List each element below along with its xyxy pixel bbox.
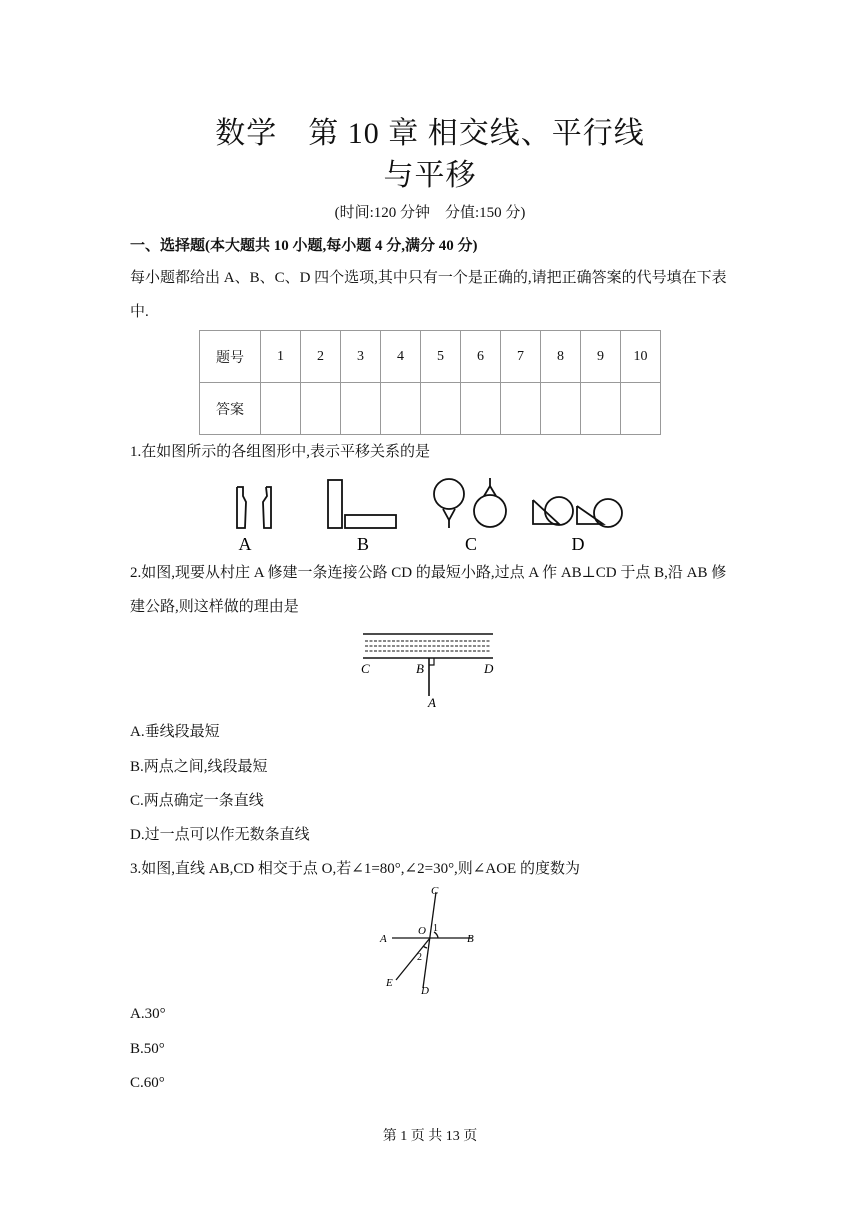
q1-label-d: D xyxy=(571,534,585,554)
q1-shape-b-vertical xyxy=(328,480,342,528)
table-cell: 7 xyxy=(501,331,541,383)
q3-option-a[interactable]: A.30° xyxy=(130,1006,166,1022)
q3-label-angle-1: 1 xyxy=(433,923,438,934)
page-title: 数学 第 10 章 相交线、平行线 xyxy=(215,117,645,150)
q3-option-c[interactable]: C.60° xyxy=(130,1075,165,1091)
table-cell: 2 xyxy=(301,331,341,383)
q2-figure xyxy=(355,627,505,713)
table-cell: 9 xyxy=(581,331,621,383)
answer-cell[interactable] xyxy=(581,383,621,435)
exam-meta: (时间:120 分钟 分值:150 分) xyxy=(334,205,526,221)
q3-label-a: A xyxy=(380,933,387,945)
q1-label-c: C xyxy=(464,534,478,554)
question-3-text: 3.如图,直线 AB,CD 相交于点 O,若∠1=80°,∠2=30°,则∠AOE 的度数为 xyxy=(130,861,580,877)
question-1-text: 1.在如图所示的各组图形中,表示平移关系的是 xyxy=(130,444,431,460)
section-intro-line2: 中. xyxy=(130,304,149,320)
q2-option-d[interactable]: D.过一点可以作无数条直线 xyxy=(130,827,310,843)
q1-label-a: A xyxy=(238,534,252,554)
answer-cell[interactable] xyxy=(461,383,501,435)
question-2-text-line2: 建公路,则这样做的理由是 xyxy=(130,599,299,615)
table-row xyxy=(200,331,661,383)
q2-label-c: C xyxy=(361,661,370,676)
answer-cell[interactable] xyxy=(301,383,341,435)
answer-cell[interactable] xyxy=(341,383,381,435)
q3-figure xyxy=(370,880,495,1000)
table-cell: 1 xyxy=(261,331,301,383)
table-cell: 5 xyxy=(421,331,461,383)
q3-option-b[interactable]: B.50° xyxy=(130,1041,165,1057)
table-header-number: 题号 xyxy=(200,331,261,383)
table-cell: 10 xyxy=(621,331,661,383)
q1-shape-c-circle-left xyxy=(434,479,464,509)
q1-shape-d-circle-left xyxy=(545,497,573,525)
answer-cell[interactable] xyxy=(621,383,661,435)
answer-cell[interactable] xyxy=(381,383,421,435)
table-cell: 8 xyxy=(541,331,581,383)
q1-shape-c-circle-right xyxy=(474,495,506,527)
q1-shape-c-stem-left xyxy=(443,509,455,520)
q2-option-c[interactable]: C.两点确定一条直线 xyxy=(130,793,264,809)
q1-label-b: B xyxy=(356,534,370,554)
q2-label-d: D xyxy=(484,661,494,676)
question-2-text-line1: 2.如图,现要从村庄 A 修建一条连接公路 CD 的最短小路,过点 A 作 AB⊥CD 于点 B,沿 AB 修 xyxy=(130,565,727,581)
q2-option-a[interactable]: A.垂线段最短 xyxy=(130,724,220,740)
q1-shape-d-circle-right xyxy=(594,499,622,527)
answer-table xyxy=(199,330,661,435)
page-title-line2: 与平移 xyxy=(383,159,477,192)
q3-label-angle-2: 2 xyxy=(417,952,422,963)
q2-label-b: B xyxy=(416,661,424,676)
q2-option-b[interactable]: B.两点之间,线段最短 xyxy=(130,759,268,775)
q1-shape-d-triangle-right xyxy=(577,506,603,524)
q2-label-a: A xyxy=(428,695,436,710)
q1-shape-a-right xyxy=(263,487,271,528)
page-footer: 第 1 页 共 13 页 xyxy=(382,1129,478,1144)
table-header-answer: 答案 xyxy=(200,383,261,435)
table-cell: 3 xyxy=(341,331,381,383)
q3-label-c: C xyxy=(431,885,439,897)
q1-figure xyxy=(215,472,635,554)
q3-label-b: B xyxy=(467,933,474,945)
q1-shape-a-left xyxy=(237,487,246,528)
section-heading: 一、选择题(本大题共 10 小题,每小题 4 分,满分 40 分) xyxy=(130,238,478,254)
table-cell: 4 xyxy=(381,331,421,383)
section-intro-line1: 每小题都给出 A、B、C、D 四个选项,其中只有一个是正确的,请把正确答案的代号填在下表 xyxy=(130,270,727,286)
q3-label-d: D xyxy=(421,985,429,997)
q3-label-e: E xyxy=(386,977,393,989)
q3-label-o: O xyxy=(418,925,426,937)
q1-shape-d-triangle-left xyxy=(533,500,559,524)
q1-shape-b-horizontal xyxy=(345,515,396,528)
table-cell: 6 xyxy=(461,331,501,383)
answer-cell[interactable] xyxy=(501,383,541,435)
answer-cell[interactable] xyxy=(261,383,301,435)
table-row xyxy=(200,383,661,435)
answer-cell[interactable] xyxy=(541,383,581,435)
q3-line-cd xyxy=(423,892,436,988)
answer-cell[interactable] xyxy=(421,383,461,435)
